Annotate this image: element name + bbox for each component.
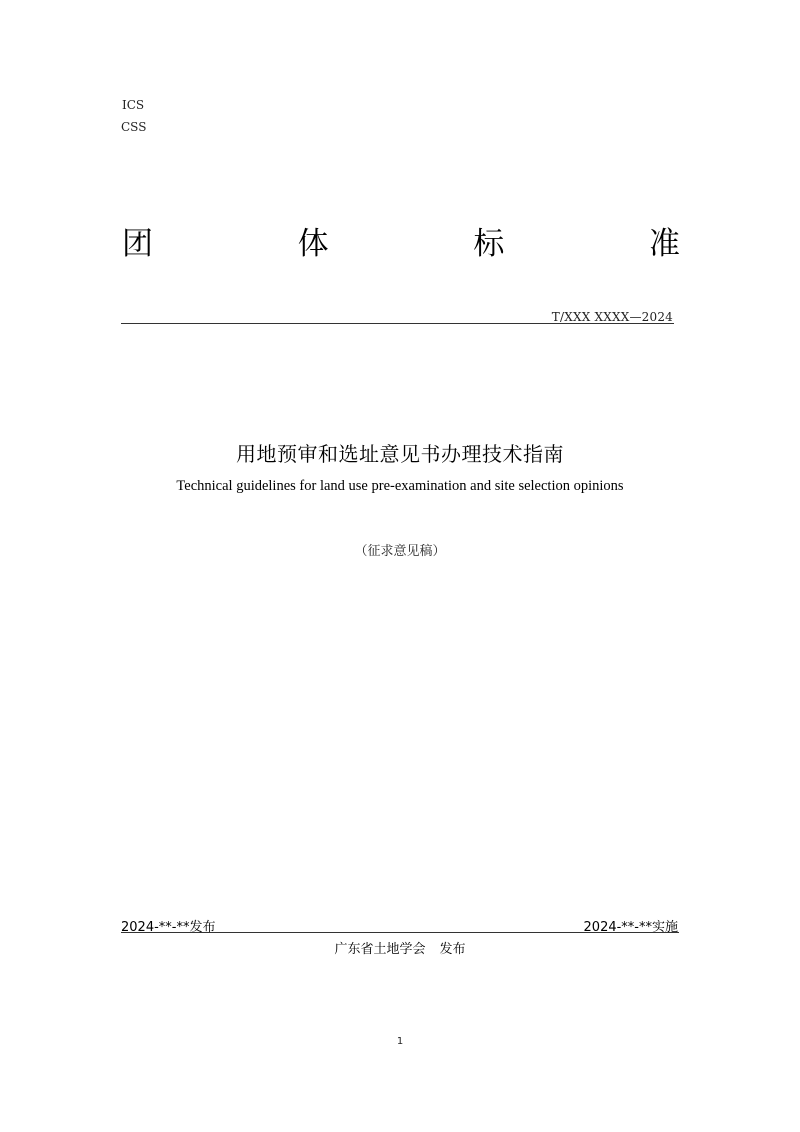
standard-code: T/XXX XXXX—2024 bbox=[551, 310, 673, 324]
bottom-divider bbox=[121, 932, 679, 933]
standard-type-heading bbox=[122, 222, 680, 266]
publisher-name: 广东省土地学会 bbox=[334, 942, 426, 957]
page-number: 1 bbox=[396, 1036, 404, 1047]
standard-type-char: 体 bbox=[297, 226, 329, 262]
ics-label: ICS bbox=[122, 98, 145, 112]
implement-date: 2024-**-**实施 bbox=[583, 920, 678, 935]
chinese-title: 用地预审和选址意见书办理技术指南 bbox=[236, 442, 564, 466]
publisher-action: 发布 bbox=[439, 942, 466, 957]
publisher-line bbox=[0, 938, 800, 957]
publish-date: 2024-**-**发布 bbox=[121, 920, 216, 935]
standard-type-char: 团 bbox=[122, 226, 153, 262]
css-label: CSS bbox=[121, 120, 147, 134]
draft-status: （征求意见稿） bbox=[354, 544, 446, 559]
english-title: Technical guidelines for land use pre-examination and site selection opinions bbox=[176, 478, 624, 494]
standard-type-char: 准 bbox=[648, 226, 680, 262]
standard-type-char: 标 bbox=[473, 226, 505, 262]
top-divider bbox=[121, 323, 674, 324]
